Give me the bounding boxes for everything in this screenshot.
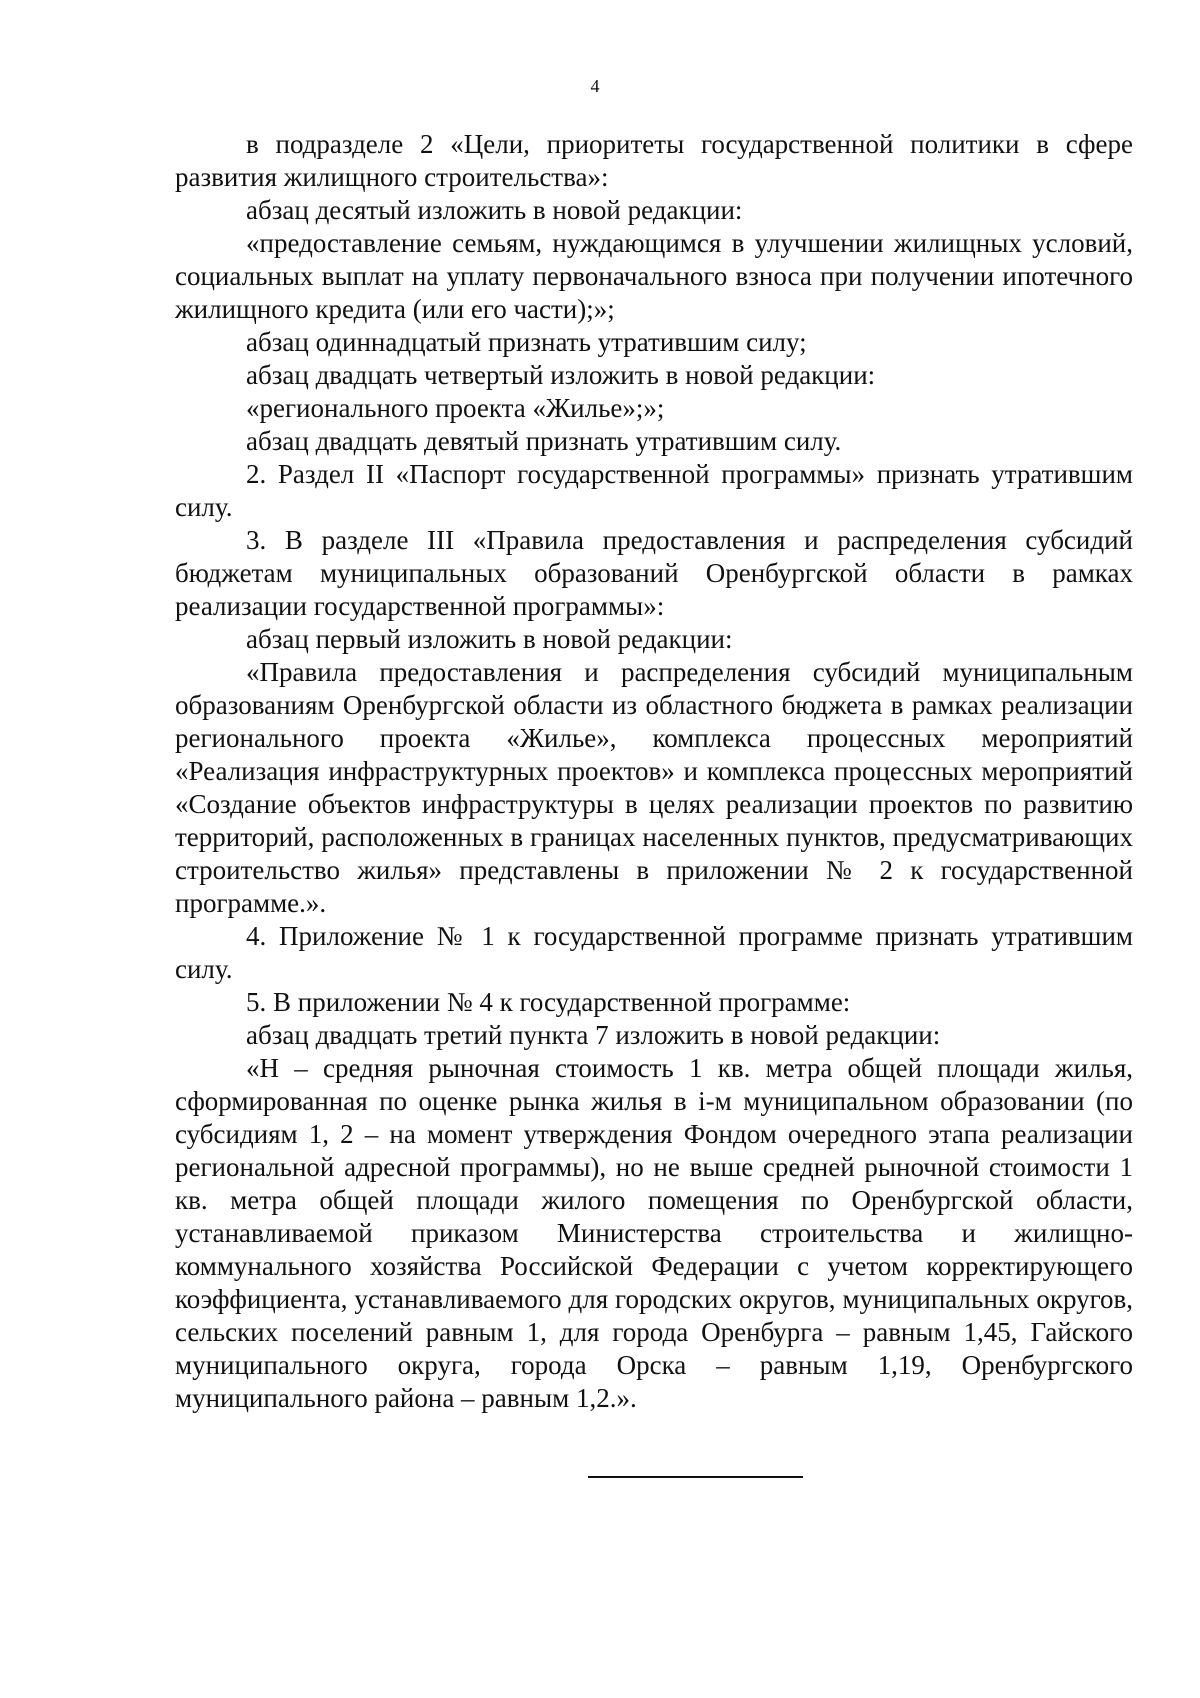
page-number: 4 [590, 76, 600, 96]
paragraph: 4. Приложение № 1 к государственной программе признать утратившим силу. [175, 921, 1133, 984]
paragraph: «регионального проекта «Жилье»;»; [246, 393, 665, 423]
document-body [175, 128, 1133, 1415]
paragraph: «Н – средняя рыночная стоимость 1 кв. метра общей площади жилья, сформированная по оценке рынка жилья в i-м муниципальном образовании (по субсидиям 1, 2 – на момент утверждения Фондом очередного этапа реализации региональной адресной программы), но не выше средней рыночной стоимости 1 кв. метра общей площади жилого помещения по Оренбургской области, устанавливаемой приказом Министерства строительства и жилищно-коммунального хозяйства Российской Федерации с учетом корректирующего коэффициента, устанавливаемого для городских округов, муниципальных округов, сельских поселений равным 1, для города Оренбурга – равным 1,45, Гайского муниципального округа, города Орска – равным 1,19, Оренбургского муниципального района – равным 1,2.». [175, 1053, 1133, 1413]
paragraph: «предоставление семьям, нуждающимся в улучшении жилищных условий, социальных выплат на уплату первоначального взноса при получении ипотечного жилищного кредита (или его части);»; [175, 228, 1133, 324]
paragraph: абзац двадцать девятый признать утратившим силу. [246, 426, 842, 456]
paragraph: 5. В приложении № 4 к государственной программе: [246, 987, 851, 1017]
paragraph: «Правила предоставления и распределения субсидий муниципальным образованиям Оренбургской области из областного бюджета в рамках реализации регионального проекта «Жилье», комплекса процессных мероприятий «Реализация инфраструктурных проектов» и комплекса процессных мероприятий «Создание объектов инфраструктуры в целях реализации проектов по развитию территорий, расположенных в границах населенных пунктов, предусматривающих строительство жилья» представлены в приложении № 2 к государственной программе.». [175, 657, 1133, 918]
paragraph: абзац одиннадцатый признать утратившим силу; [246, 327, 807, 357]
paragraph: абзац первый изложить в новой редакции: [246, 624, 733, 654]
paragraph: абзац двадцать третий пункта 7 изложить в новой редакции: [246, 1020, 941, 1050]
paragraph: 3. В разделе III «Правила предоставления и распределения субсидий бюджетам муниципальных образований Оренбургской области в рамках реализации государственной программы»: [175, 525, 1133, 621]
paragraph: абзац десятый изложить в новой редакции: [246, 195, 743, 225]
paragraph: абзац двадцать четвертый изложить в новой редакции: [246, 360, 876, 390]
paragraph: в подразделе 2 «Цели, приоритеты государственной политики в сфере развития жилищного строительства»: [175, 129, 1133, 192]
paragraph: 2. Раздел II «Паспорт государственной программы» признать утратившим силу. [175, 459, 1133, 522]
closing-divider [588, 1476, 803, 1478]
